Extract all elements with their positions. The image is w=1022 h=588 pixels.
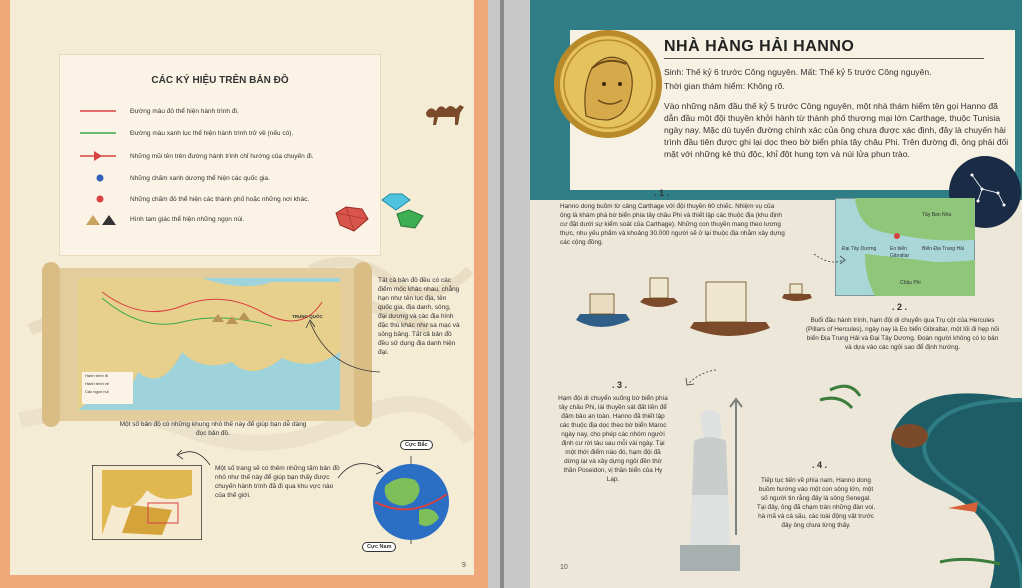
red-dot-icon [78,193,118,207]
page-number: 9 [462,562,466,569]
map-label-mediterranean: Biển Địa Trung Hải [922,246,964,252]
map-label-spain: Tây Ban Nha [922,212,952,218]
step-number: . 3 . [612,380,628,390]
legend-item-label: Hình tam giác thể hiện những ngọn núi. [130,216,245,223]
south-pole-label: Cực Nam [362,542,396,552]
step-text: Buổi đầu hành trình, hạm đội di chuyển qua Trụ cột của Hercules (Pillars of Hercules), ngày nay là Eo biển Gibraltar, một lối đi hẹp nối biển Địa Trung Hải và Đại Tây Dương. Đoàn người không có lo bản và dựa vào các ngôi sao để định hướng. [805,317,1000,351]
step-number: . 1 . [654,188,670,198]
map-label-atlantic: Đại Tây Dương [842,246,877,252]
legend-title: CÁC KÝ HIỆU TRÊN BẢN ĐỒ [151,75,289,86]
step-text: Tiếp tục tiến về phía nam, Hanno dong buồm hướng vào một con sông lớn, một số người tin rằng đây là sông Senegal. Tại đây, ông đã chạm trán những đàn voi, hà mã và cá sấu, các loài động vật trước đây ông chưa từng thấy. [756,477,876,529]
exploration-time: Thời gian thám hiểm: Không rõ. [664,81,785,91]
poseidon-statue [670,395,750,575]
blue-dot-icon [78,172,118,186]
step-text: Hanno dong buồm từ cảng Carthage với đội thuyền 60 chiếc. Nhiệm vụ của ông là khám phá bờ biển phía tây châu Phi và thiết lập các thuộc địa (khu định cư đặt dưới sự kiểm soát của Carthage). Những con thuyền mang theo lương thực, nhu yếu phẩm và khoảng 30.000 người sẽ ở lại thuộc địa nhằm xây dựng các cộng đồng. [560,203,785,246]
ships-illustration [570,268,830,348]
step-number: . 4 . [812,460,828,470]
explorer-dates: Sinh: Thế kỷ 6 trước Công nguyên. Mất: Thế kỷ 5 trước Công nguyên. [664,67,932,77]
north-pole-label: Cực Bắc [400,440,433,450]
green-gem-icon [395,208,425,230]
mountain-icon [78,213,118,227]
right-page [530,0,1022,588]
mini-legend-mountains: Các ngọn núi [85,389,109,394]
intro-paragraph: Vào những năm đầu thế kỷ 5 trước Công nguyên, một nhà thám hiểm tên gọi Hanno đã dẫn đầu một đội thuyền khởi hành từ thành phố thương mại lớn Carthage, thuộc Tunisia ngày nay. Mặc dù tuyến đường chính xác của ông chưa được xác định, đây là chuyến hải trình đầu tiên được ghi lại dọc theo bờ biển phía tây châu Phi. Trên đường đi, ông phải đối mặt với những kẻ thù độc, khỉ đột hung tợn và núi lửa phun trào. [664,101,1009,159]
legend-item-label: Những mũi tên trên đường hành trình chỉ hướng của chuyến đi. [130,153,314,160]
step-number: . 2 . [892,302,908,312]
left-page [0,0,488,588]
page-gutter [488,0,530,588]
globe-illustration [365,450,457,545]
legend-item-arrow-line [60,150,380,164]
title-rule [664,58,984,59]
legend-item-label: Những chấm đỏ thể hiện các thành phố hoặc những nơi khác. [130,196,310,203]
map-label-gibraltar: Eo biển Gibraltar [890,246,910,259]
hanno-portrait-coin [552,28,664,140]
page-divider [500,0,504,588]
dashed-arrow-icon [810,250,850,270]
legend-item-green-line [60,127,380,141]
dashed-arrow-icon [680,366,720,390]
legend-item-label: Đường màu xanh lục thể hiện hành trình trở về (nếu có). [130,130,294,137]
map-frame-note: Một số bản đồ có những khung nhỏ thế này để giúp bạn dễ dàng đọc bản đồ. [119,421,307,437]
legend-item-label: Đường màu đỏ thể hiện hành trình đi. [130,108,239,115]
legend-item-red-line [60,105,380,119]
page-number: 10 [560,564,568,571]
legend-item-blue-dot [60,172,380,186]
legend-item-label: Những chấm xanh dương thể hiện các quốc gia. [130,175,270,182]
mini-legend-out: Hành trình đi [85,373,108,378]
map-label-china: TRUNG QUỐC [292,314,323,319]
map-landmarks-note: Tất cả bản đồ đều có các điểm mốc khác nhau, chẳng hạn như tên lục địa, tên quốc gia, địa danh, sông, đại dương và các địa hình đặc thù khác như sa mạc và sông băng. Tất cả bản đồ đều sử dụng địa danh hiện đại. [378,277,460,356]
map-label-africa: Châu Phi [900,280,921,286]
pointer-arrow-icon [290,300,400,380]
green-line-icon [78,127,118,141]
arrow-line-icon [78,150,118,164]
mini-legend-back: Hành trình về [85,381,110,386]
mini-map-note: Một số trang sẽ có thêm những tấm bản đồ nhỏ như thế này để giúp bạn thấy được chuyến hành trình đã đi qua khu vực nào của thế giới. [215,465,340,499]
page-title: NHÀ HÀNG HẢI HANNO [664,38,855,55]
red-line-icon [78,105,118,119]
small-framed-map [92,465,202,540]
left-page-paper [10,0,474,575]
red-gem-icon [332,205,372,233]
mini-map-legend [82,372,133,404]
camel-icon [420,95,470,135]
step-text: Hạm đội di chuyển xuống bờ biển phía tây châu Phi, lái thuyền sát đất liền để đảm bảo an toàn. Hanno đã thiết lập các thuộc địa dọc theo bờ biển Maroc ngày nay, cho phép các nhóm người định cư rời tàu sau mỗi vài ngày. Tại một thời điểm nào đó, hạm đội đã dừng lại và xây dựng ngôi đền thờ thần Poseidon, vị thần biển của Hy Lạp. [558,395,668,483]
